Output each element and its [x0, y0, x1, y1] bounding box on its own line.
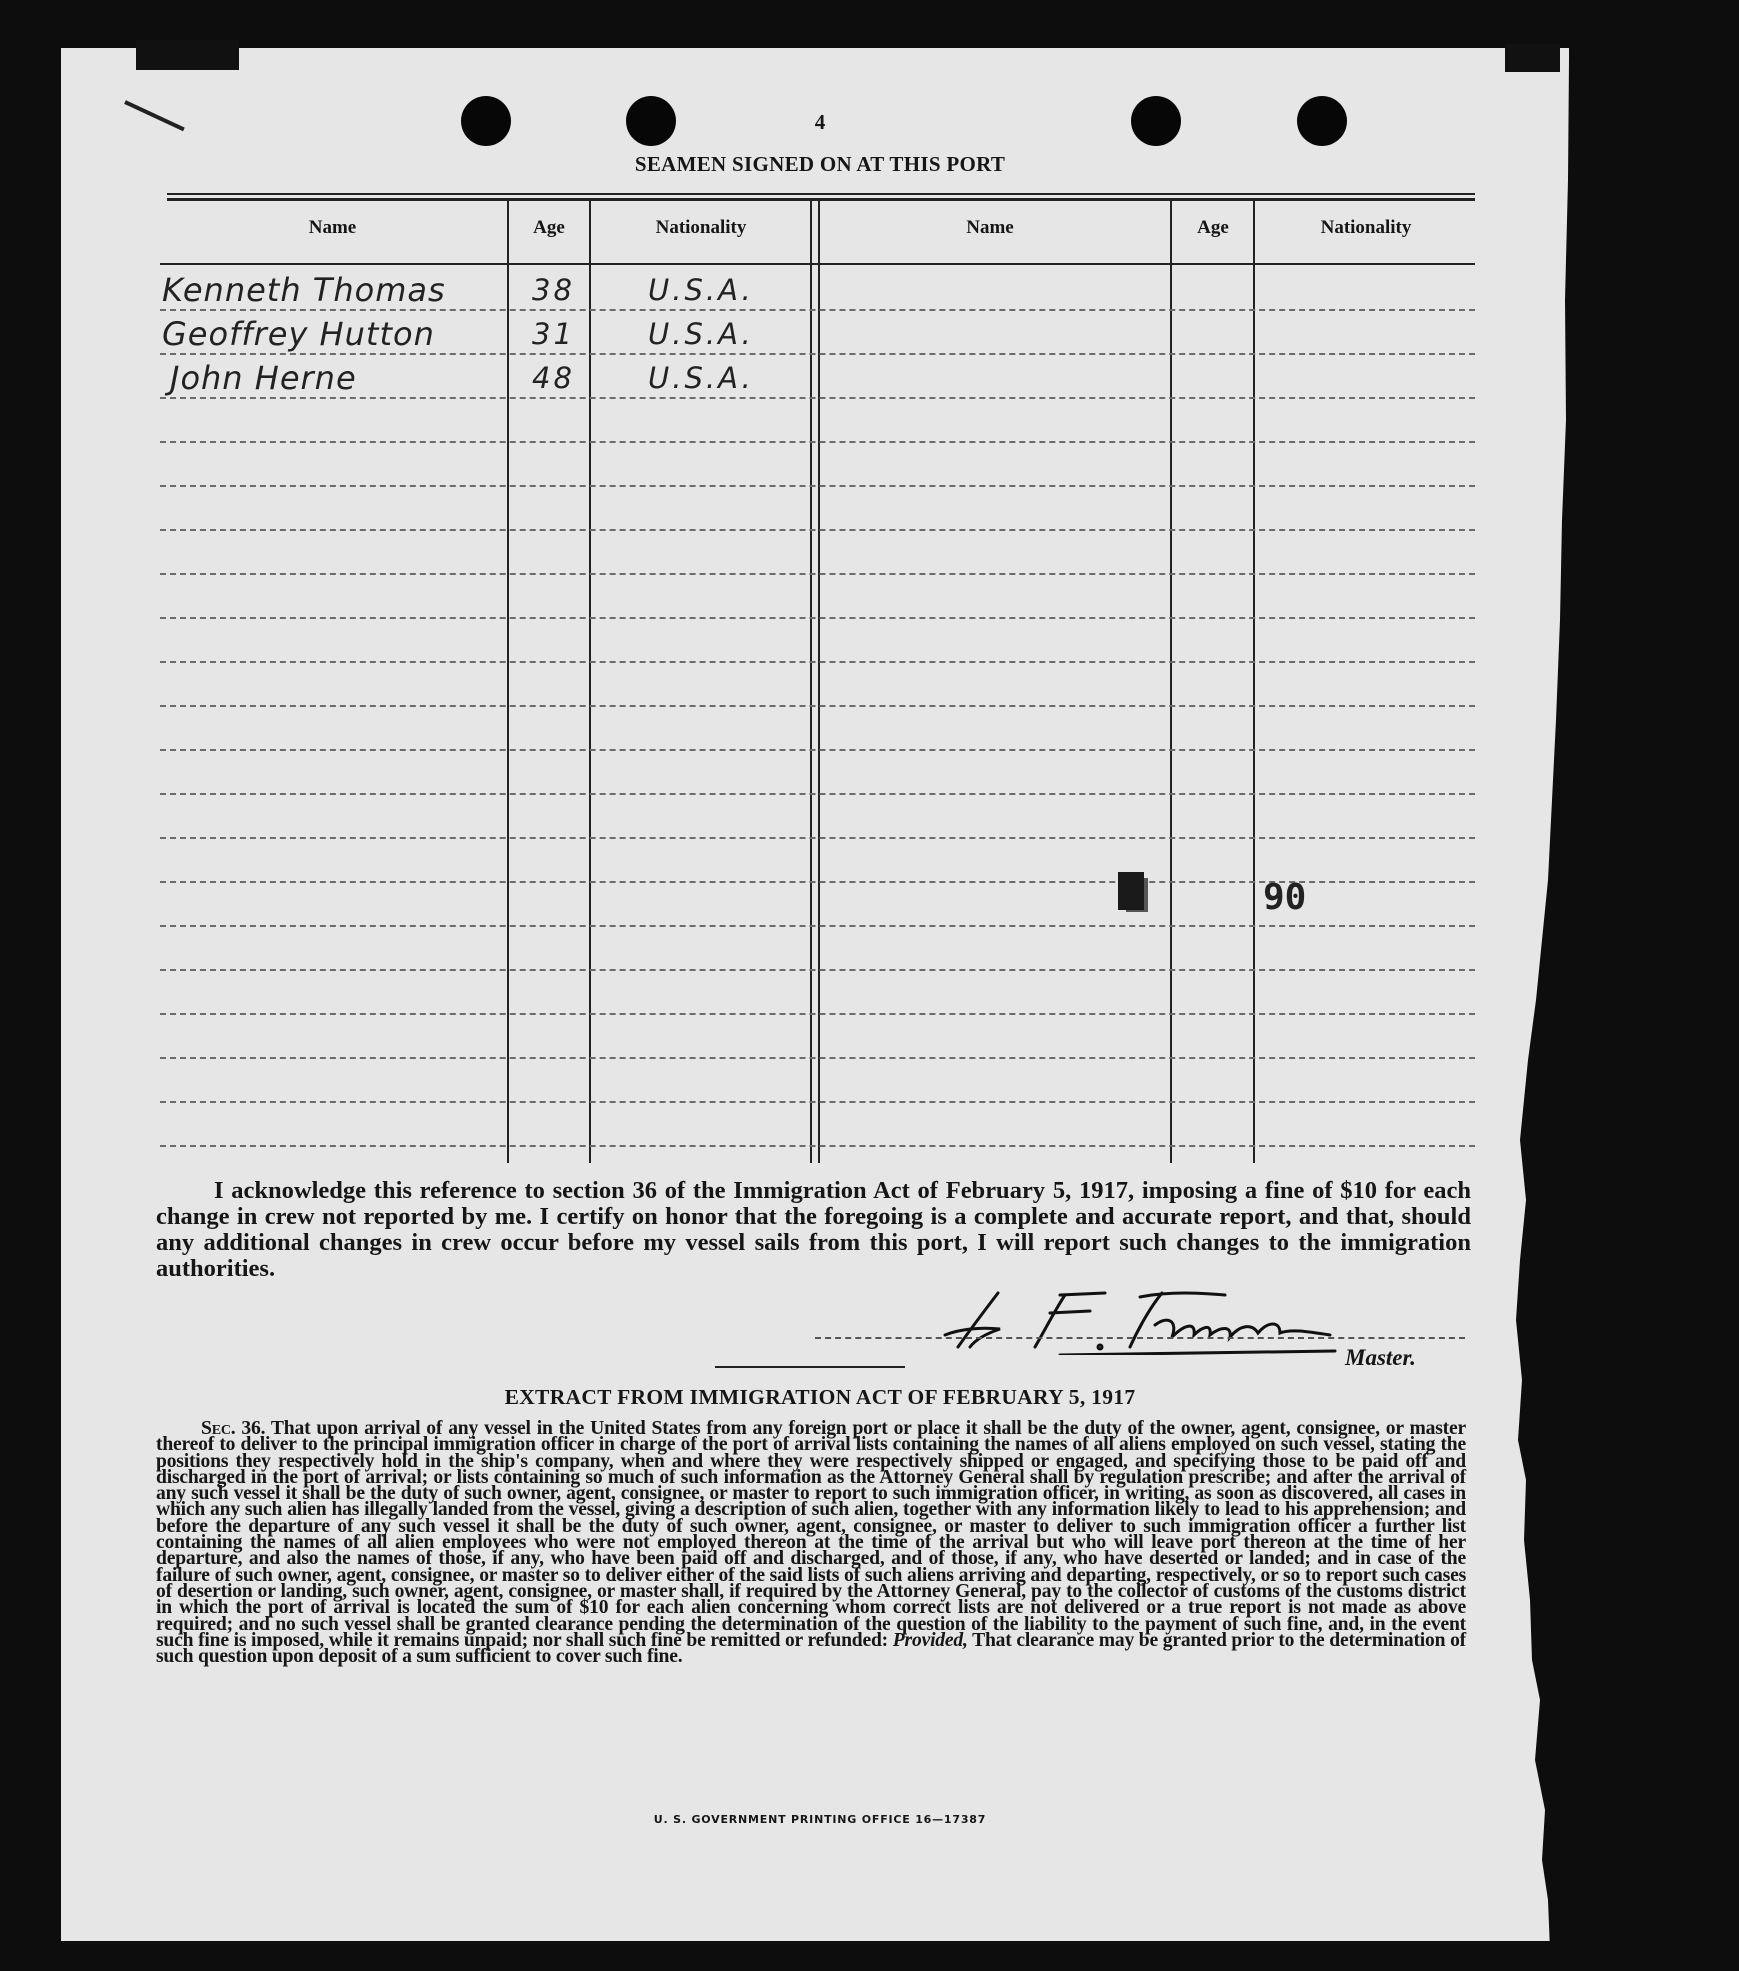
seaman-name: Geoffrey Hutton	[162, 315, 435, 353]
section-body-end: That clearance may be granted prior to the determination of such question upon deposit of a sum sufficient to cover such fine.	[156, 1629, 1466, 1668]
row-line	[160, 485, 1475, 487]
stamp-number: 90	[1263, 877, 1307, 918]
section-body: That upon arrival of any vessel in the United States from any foreign port or place it shall be the duty of the owner, agent, consignee, or master thereof to deliver to the principal immigration officer in charge of the port of arrival lists containing the names of all aliens employed on such vessel, stating the positions they respectively hold in the ship's company, when and where they were respectively shipped or engaged, and specifying those to be paid off and discharged in the port of arrival; or lists containing so much of such information as the Attorney General shall by regulation prescribe; and after the arrival of any such vessel it shall be the duty of such owner, agent, consignee, or master to report to such immigration officer, in writing, as soon as discovered, all cases in which any such alien has illegally landed from the vessel, giving a description of such alien, together with any information likely to lead to his apprehension; and before the departure of any such vessel it shall be the duty of such owner, agent, consignee, or master to deliver to such immigration officer a further list containing the names of all alien employees who were not employed thereon at the time of the arrival but who will leave port thereon at the time of her departure, and also the names of those, if any, who have been paid off and discharged, and of those, if any, who have deserted or landed; and in case of the failure of such owner, agent, consignee, or master so to deliver either of the said lists of such aliens arriving and departing, respectively, or so to report such cases of desertion or landing, such owner, agent, consignee, or master shall, if required by the Attorney General, pay to the collector of customs of the customs district in which the port of arrival is located the sum of $10 for each alien concerning whom correct lists are not delivered or a true report is not made as above required; and no such vessel shall be granted clearance pending the determination of the question of the liability to the payment of such fine, and, in the event such fine is imposed, while it remains unpaid; nor shall such fine be remitted or refunded:	[156, 1418, 1466, 1651]
row-line	[160, 793, 1475, 795]
page-number: 4	[814, 110, 826, 134]
row-line	[160, 661, 1475, 663]
seaman-name: John Herne	[170, 359, 357, 397]
seaman-nationality: U.S.A.	[648, 317, 754, 351]
header-nationality-left: Nationality	[655, 217, 747, 238]
row-line	[160, 617, 1475, 619]
form-title: SEAMEN SIGNED ON AT THIS PORT	[634, 152, 1006, 176]
acknowledgement-text: I acknowledge this reference to section 36 of the Immigration Act of February 5, 1917, imposing a fine of $10 for each change in crew not reported by me. I certify on honor that the foregoing is a complete and accurate report, and that, should any additional changes in crew occur before my vessel sails from this port, I will report such changes to the immigration authorities.	[156, 1177, 1471, 1282]
row-line	[160, 573, 1475, 575]
row-line	[160, 1101, 1475, 1103]
header-age-right: Age	[1197, 217, 1229, 238]
signature-line	[815, 1337, 1465, 1339]
paper-tab-shadow	[136, 40, 239, 70]
punch-hole	[1297, 96, 1347, 146]
row-line	[160, 1013, 1475, 1015]
table-top-rule	[167, 193, 1475, 195]
table-row	[160, 315, 1475, 359]
section-divider	[715, 1366, 905, 1368]
punch-hole	[626, 96, 676, 146]
row-line	[160, 1145, 1475, 1147]
stamp-mark	[1118, 872, 1144, 910]
row-line	[160, 837, 1475, 839]
master-signature	[940, 1285, 1340, 1355]
punch-hole	[1131, 96, 1181, 146]
header-name-left: Name	[308, 217, 357, 238]
extract-heading: EXTRACT FROM IMMIGRATION ACT OF FEBRUARY 5, 1917	[504, 1385, 1136, 1409]
row-line	[160, 441, 1475, 443]
seaman-name: Kenneth Thomas	[162, 271, 446, 309]
row-line	[160, 529, 1475, 531]
row-line	[160, 925, 1475, 927]
seaman-nationality: U.S.A.	[648, 361, 754, 395]
seaman-nationality: U.S.A.	[648, 273, 754, 307]
row-line	[160, 1057, 1475, 1059]
section-36-text	[156, 1418, 1466, 1668]
seaman-age: 31	[532, 317, 575, 351]
header-nationality-right: Nationality	[1320, 217, 1412, 238]
row-line	[160, 969, 1475, 971]
printer-imprint: U. S. GOVERNMENT PRINTING OFFICE 16—17387	[653, 1813, 987, 1826]
seamen-table	[160, 193, 1475, 1163]
paper-tab-shadow	[1505, 44, 1560, 72]
punch-hole	[461, 96, 511, 146]
header-name-right: Name	[966, 217, 1014, 238]
header-age-left: Age	[533, 217, 565, 238]
provided-word: Provided,	[892, 1629, 968, 1651]
section-label: Sec. 36.	[201, 1418, 266, 1439]
table-row	[160, 359, 1475, 403]
table-top-rule	[167, 198, 1475, 201]
row-line	[160, 749, 1475, 751]
row-line	[160, 705, 1475, 707]
seaman-age: 48	[532, 361, 575, 395]
torn-paper-edge	[1490, 60, 1570, 1950]
seaman-age: 38	[532, 273, 575, 307]
table-row	[160, 271, 1475, 315]
master-label: Master.	[1345, 1345, 1416, 1370]
